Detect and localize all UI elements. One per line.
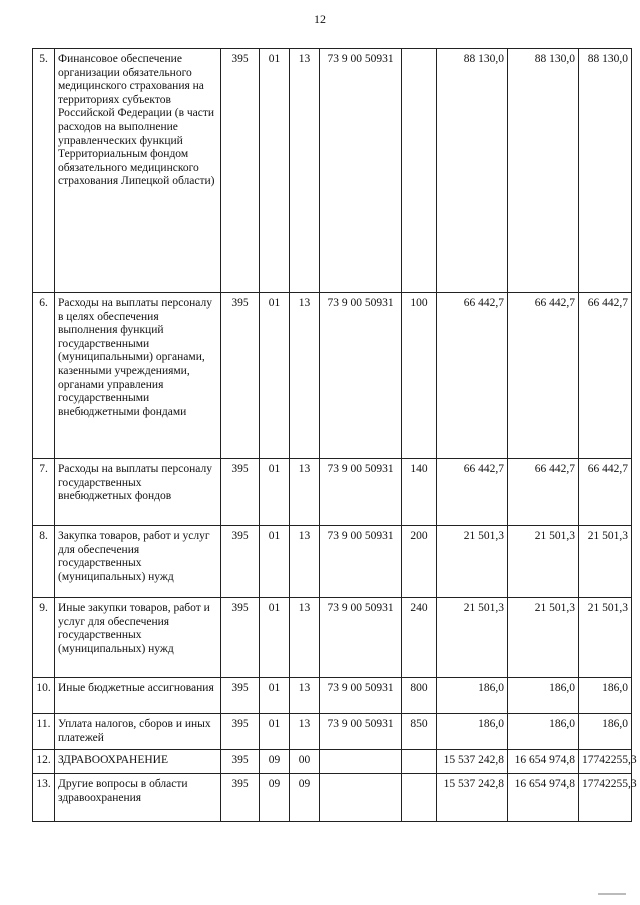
amount-year-1: 15 537 242,8 [437, 750, 508, 774]
row-name: Уплата налогов, сборов и иных платежей [55, 714, 221, 750]
expense-type-code: 800 [402, 678, 437, 714]
grbs-code: 395 [221, 459, 260, 526]
grbs-code: 395 [221, 750, 260, 774]
row-name: Закупка товаров, работ и услуг для обеспечения государственных (муниципальных) нужд [55, 526, 221, 598]
row-number: 8. [33, 526, 55, 598]
expense-type-code: 850 [402, 714, 437, 750]
subsection-code: 13 [290, 459, 320, 526]
row-number: 10. [33, 678, 55, 714]
subsection-code: 13 [290, 49, 320, 293]
table-row [33, 714, 632, 750]
expense-type-code [402, 774, 437, 822]
subsection-code: 13 [290, 526, 320, 598]
target-article-code: 73 9 00 50931 [320, 714, 402, 750]
amount-year-1: 21 501,3 [437, 598, 508, 678]
section-code: 01 [260, 678, 290, 714]
target-article-code [320, 750, 402, 774]
target-article-code: 73 9 00 50931 [320, 678, 402, 714]
table-row [33, 459, 632, 526]
amount-year-2: 16 654 974,8 [508, 774, 579, 822]
amount-year-1: 15 537 242,8 [437, 774, 508, 822]
target-article-code: 73 9 00 50931 [320, 598, 402, 678]
grbs-code: 395 [221, 598, 260, 678]
table-row [33, 293, 632, 459]
amount-year-2: 66 442,7 [508, 459, 579, 526]
table-row [33, 750, 632, 774]
row-name: Другие вопросы в области здравоохранения [55, 774, 221, 822]
target-article-code: 73 9 00 50931 [320, 526, 402, 598]
expense-type-code: 100 [402, 293, 437, 459]
amount-year-3: 17742255,3 [579, 774, 632, 822]
subsection-code: 00 [290, 750, 320, 774]
amount-year-2: 21 501,3 [508, 598, 579, 678]
expense-type-code [402, 750, 437, 774]
table-row [33, 774, 632, 822]
grbs-code: 395 [221, 714, 260, 750]
section-code: 09 [260, 750, 290, 774]
page-number: 12 [314, 12, 326, 26]
grbs-code: 395 [221, 49, 260, 293]
expense-type-code: 140 [402, 459, 437, 526]
row-number: 9. [33, 598, 55, 678]
budget-table [32, 48, 637, 822]
grbs-code: 395 [221, 678, 260, 714]
row-name: Иные бюджетные ассигнования [55, 678, 221, 714]
amount-year-1: 186,0 [437, 678, 508, 714]
section-code: 01 [260, 293, 290, 459]
section-code: 01 [260, 526, 290, 598]
amount-year-1: 186,0 [437, 714, 508, 750]
table-row [33, 678, 632, 714]
amount-year-2: 66 442,7 [508, 293, 579, 459]
scan-mark [598, 893, 626, 895]
subsection-code: 13 [290, 293, 320, 459]
row-number: 7. [33, 459, 55, 526]
amount-year-3: 17742255,3 [579, 750, 632, 774]
grbs-code: 395 [221, 774, 260, 822]
subsection-code: 13 [290, 598, 320, 678]
expense-type-code [402, 49, 437, 293]
row-name: Финансовое обеспечение организации обязательного медицинского страхования на территориях субъектов Российской Федерации (в части расходов на выполнение управленческих функций Территориальным фондом обязательного медицинского страхования Липецкой области) [55, 49, 221, 293]
subsection-code: 13 [290, 714, 320, 750]
amount-year-2: 88 130,0 [508, 49, 579, 293]
row-number: 13. [33, 774, 55, 822]
table-row [33, 526, 632, 598]
amount-year-1: 88 130,0 [437, 49, 508, 293]
row-name: Расходы на выплаты персоналу в целях обеспечения выполнения функций государственными (муниципальными) органами, казенными учреждениями, органами управления государственными внебюджетными фондами [55, 293, 221, 459]
target-article-code: 73 9 00 50931 [320, 49, 402, 293]
amount-year-3: 186,0 [579, 714, 632, 750]
amount-year-2: 16 654 974,8 [508, 750, 579, 774]
table-row [33, 49, 632, 293]
amount-year-3: 21 501,3 [579, 598, 632, 678]
amount-year-3: 186,0 [579, 678, 632, 714]
section-code: 01 [260, 598, 290, 678]
table-row [33, 598, 632, 678]
subsection-code: 13 [290, 678, 320, 714]
amount-year-1: 66 442,7 [437, 293, 508, 459]
row-name: ЗДРАВООХРАНЕНИЕ [55, 750, 221, 774]
row-name: Иные закупки товаров, работ и услуг для обеспечения государственных (муниципальных) нужд [55, 598, 221, 678]
amount-year-3: 66 442,7 [579, 293, 632, 459]
section-code: 01 [260, 459, 290, 526]
amount-year-1: 66 442,7 [437, 459, 508, 526]
amount-year-1: 21 501,3 [437, 526, 508, 598]
amount-year-2: 186,0 [508, 714, 579, 750]
subsection-code: 09 [290, 774, 320, 822]
amount-year-3: 21 501,3 [579, 526, 632, 598]
row-name: Расходы на выплаты персоналу государственных внебюджетных фондов [55, 459, 221, 526]
expense-type-code: 240 [402, 598, 437, 678]
target-article-code: 73 9 00 50931 [320, 293, 402, 459]
grbs-code: 395 [221, 526, 260, 598]
section-code: 09 [260, 774, 290, 822]
row-number: 5. [33, 49, 55, 293]
grbs-code: 395 [221, 293, 260, 459]
expense-type-code: 200 [402, 526, 437, 598]
amount-year-2: 186,0 [508, 678, 579, 714]
row-number: 6. [33, 293, 55, 459]
row-number: 11. [33, 714, 55, 750]
row-number: 12. [33, 750, 55, 774]
amount-year-3: 88 130,0 [579, 49, 632, 293]
target-article-code [320, 774, 402, 822]
amount-year-3: 66 442,7 [579, 459, 632, 526]
section-code: 01 [260, 714, 290, 750]
amount-year-2: 21 501,3 [508, 526, 579, 598]
target-article-code: 73 9 00 50931 [320, 459, 402, 526]
section-code: 01 [260, 49, 290, 293]
